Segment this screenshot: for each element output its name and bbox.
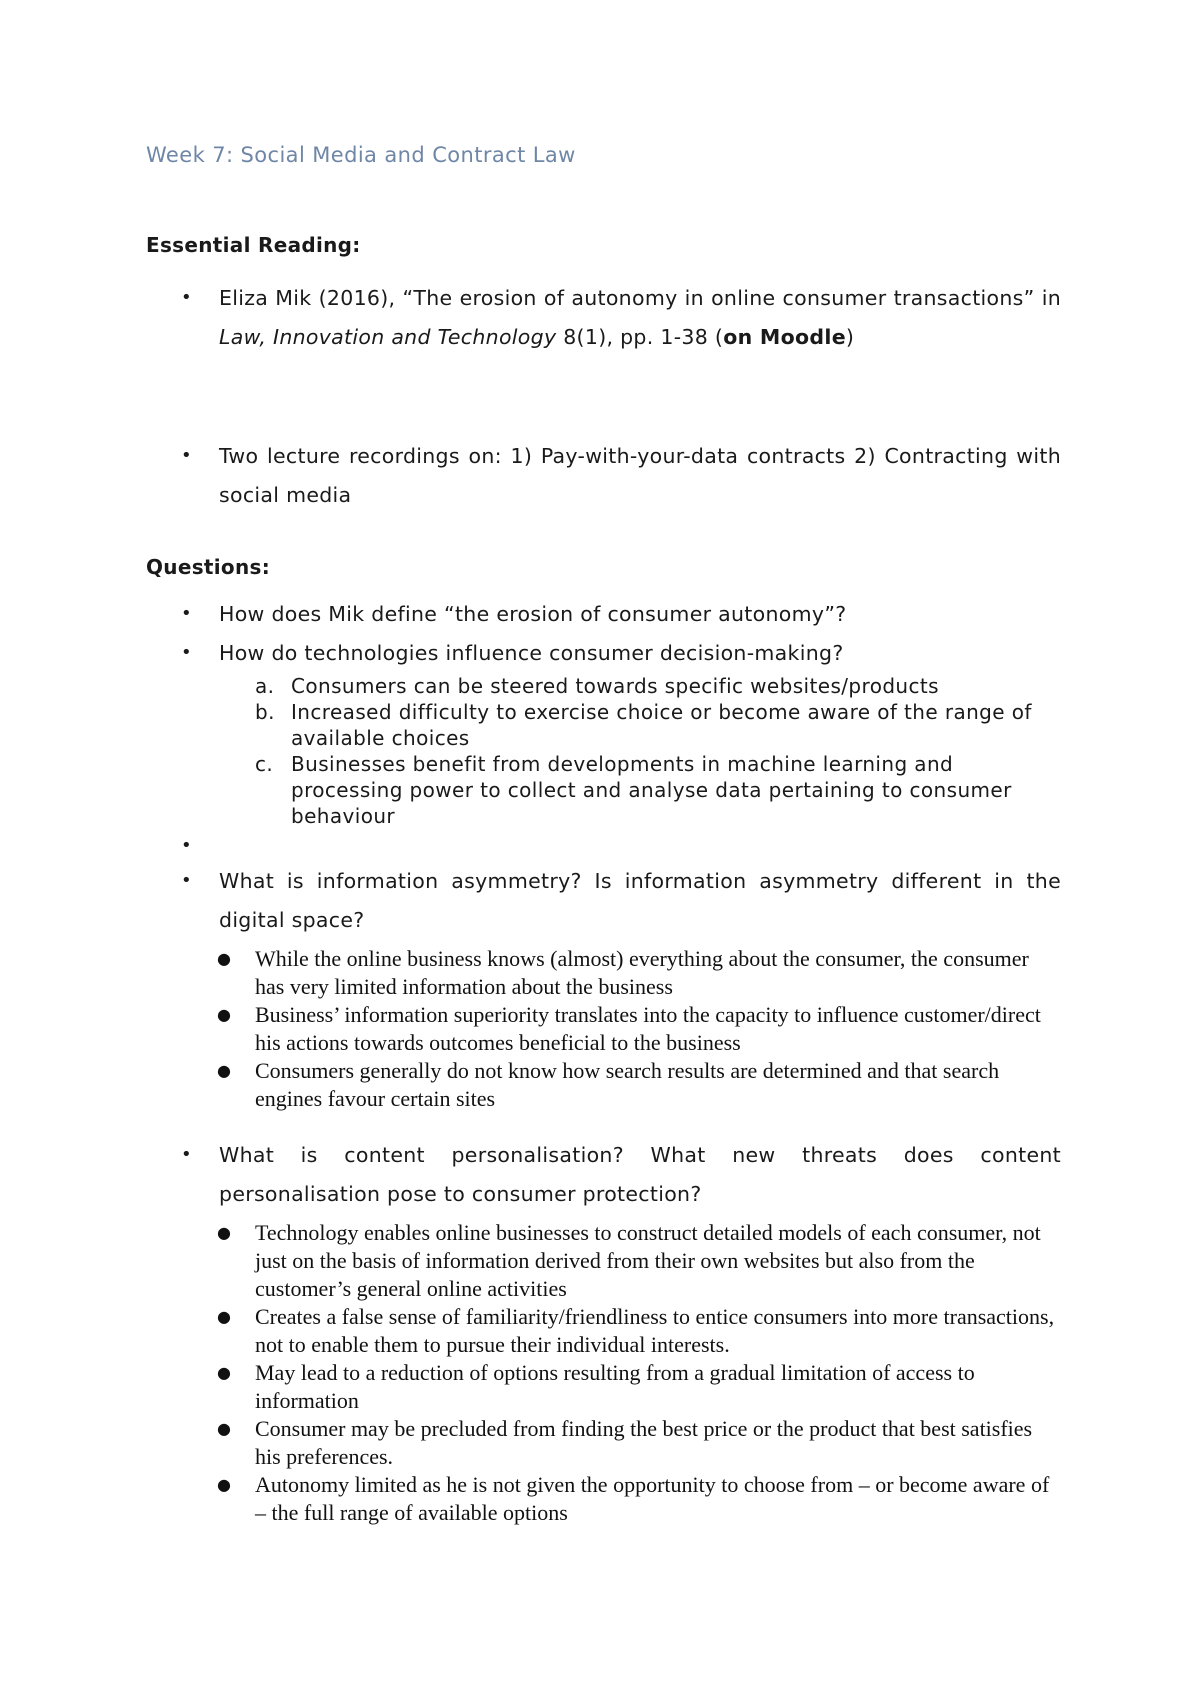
essential-reading-heading: Essential Reading: bbox=[146, 233, 361, 257]
list-item: c. Businesses benefit from developments in machine learning and processing power to collect and analyse data pertaining to consumer behaviour bbox=[255, 752, 1012, 828]
question-2: How do technologies influence consumer decision-making? bbox=[219, 641, 844, 665]
question-4: What is content personalisation? What new threats does content personalisation pose to consumer protection? bbox=[219, 1143, 1061, 1206]
reading-item-1: Eliza Mik (2016), “The erosion of autonomy in online consumer transactions” in Law, Innovation and Technology 8(1), pp. 1-38 (on Moodle) bbox=[219, 286, 1061, 349]
document-page: Week 7: Social Media and Contract Law Essential Reading: • Eliza Mik (2016), “The erosion of autonomy in online consumer transactions” in Law, Innovation and Technology 8(1), pp. 1-38 (on Moodle) • Two lecture recordings on: 1) Pay-with-your-data contracts 2) Contracting with social media Questions: • How does Mik define “the erosion of consumer autonomy”? • How do technologies influence consumer decision-making? a. Consumers can be steered towards specific websites/products b. Increased difficulty to exercise choice or become aware of the range of available choices c. Businesses benefit from developments in machine learning and processing power to collect and analyse data pertaining to consumer behaviour • • What is information asymmetry? Is information asymmetry different in the digital space? ● While the online business knows (almost) everything about the consumer, the consumer has very limited information about the business ● Business’ information superiority translates into the capacity to influence customer/direct his actions towards outcomes beneficial to the business ● Consumers generally do not know how search results are determined and that search engines favour certain sites • What is content personalisation? What new threats does content personalisation pose to consumer protection? ● Technology enables online businesses to construct detailed models of each consumer, not just on the basis of information derived from their own websites but also from the customer’s general online activities ● Creates a false sense of familiarity/friendliness to entice consumers into more transactions, not to enable them to pursue their individual interests. ● May lead to a reduction of options resulting from a gradual limitation of access to information ● Consumer may be precluded from finding the best price or the product that best satisfies his preferences. ● Autonomy limited as he is not given the opportunity to choose from – or become aware of – the full range of available options bbox=[0, 0, 1200, 1698]
list-item: b. Increased difficulty to exercise choice or become aware of the range of available choices bbox=[255, 700, 1032, 750]
list-item: ● Autonomy limited as he is not given the opportunity to choose from – or become aware of – the full range of available options bbox=[217, 1472, 1050, 1525]
journal-title: Law, Innovation and Technology bbox=[219, 324, 557, 349]
question-1: How does Mik define “the erosion of consumer autonomy”? bbox=[219, 602, 847, 626]
list-item: ● Business’ information superiority translates into the capacity to influence customer/direct his actions towards outcomes beneficial to the business bbox=[217, 1002, 1041, 1055]
list-item: ● Creates a false sense of familiarity/friendliness to entice consumers into more transactions, not to enable them to pursue their individual interests. bbox=[217, 1304, 1055, 1357]
reading-item-2: Two lecture recordings on: 1) Pay-with-your-data contracts 2) Contracting with social media bbox=[219, 444, 1061, 507]
list-item: a. Consumers can be steered towards specific websites/products bbox=[255, 674, 939, 698]
question-3: What is information asymmetry? Is information asymmetry different in the digital space? bbox=[219, 869, 1061, 932]
list-item: ● May lead to a reduction of options resulting from a gradual limitation of access to information bbox=[217, 1360, 975, 1413]
question-2-answers bbox=[219, 673, 1061, 829]
question-3-answers bbox=[217, 945, 1062, 1113]
question-4-answers bbox=[217, 1219, 1062, 1527]
list-item: ● Consumer may be precluded from finding the best price or the product that best satisfies his preferences. bbox=[217, 1416, 1033, 1469]
document-title: Week 7: Social Media and Contract Law bbox=[146, 143, 576, 167]
moodle-note: on Moodle bbox=[723, 324, 846, 349]
questions-heading: Questions: bbox=[146, 555, 271, 579]
list-item: ● Technology enables online businesses to construct detailed models of each consumer, not just on the basis of information derived from their own websites but also from the customer’s general online activities bbox=[217, 1220, 1041, 1301]
list-item: ● Consumers generally do not know how search results are determined and that search engines favour certain sites bbox=[217, 1058, 1000, 1111]
list-item: ● While the online business knows (almost) everything about the consumer, the consumer has very limited information about the business bbox=[217, 946, 1029, 999]
